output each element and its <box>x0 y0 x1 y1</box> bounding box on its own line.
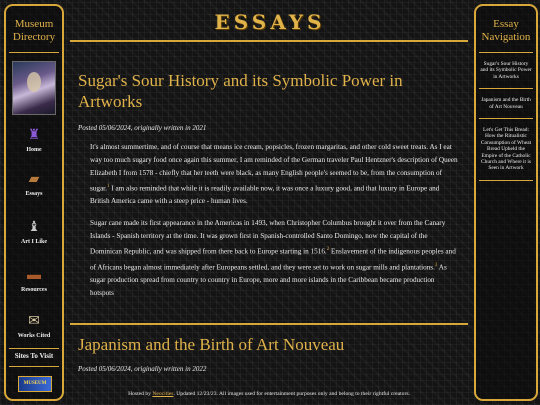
essay-content[interactable] <box>70 50 468 321</box>
nav-works-cited[interactable] <box>6 314 62 339</box>
footnote-link[interactable]: 1 <box>106 184 110 189</box>
paragraph-text: I am also reminded that while it is readily available now, it was once a luxury good, and that luxury in Europe and British America came with a steep price - human lives. <box>90 184 440 206</box>
essay-navigation-panel <box>474 4 538 401</box>
article-paragraph <box>90 217 458 300</box>
essay-navigation-title: Essay Navigation <box>481 18 531 43</box>
book-icon: ▰ <box>28 172 40 187</box>
divider <box>479 88 533 89</box>
museum-directory-title: Museum Directory <box>12 18 56 43</box>
divider <box>479 180 533 181</box>
nav-works-cited-label: Works Cited <box>17 333 51 339</box>
divider <box>479 52 533 53</box>
nav-resources-label: Resources <box>21 287 47 293</box>
paragraph-text: Sugar cane made its first appearance in the Americas in 1493, when Christopher Columbus brought it over from the Canary Islands - Spanish territory at the time. It was grown first in Spanish-controlled Santo Domingo, now the capital of the Dominican Republic, and was shipped from there back to Europe starting in 1516. <box>90 219 446 256</box>
nav-home-label: Home <box>26 147 42 153</box>
essay-link-japanism[interactable]: Japanism and the Birth of Art Nouveau <box>481 97 531 110</box>
footer <box>70 391 468 397</box>
wizard-icon: ♜ <box>27 128 41 143</box>
paragraph-text: It's almost summertime, and of course that means ice cream, popsicles, frozen margaritas, and other cold sweet treats. As I eat way too much sugary food once again this summer, I am reminded of the German traveler Paul Hentzner's description of Queen Elizabeth I from 1578 - chiefly that her teeth were black, as many English people's seemed to be, from the consumption of sugar. <box>90 143 458 193</box>
article-paragraph <box>90 141 458 208</box>
divider <box>9 366 59 367</box>
lamp-icon: ♝ <box>27 220 41 235</box>
nav-resources[interactable] <box>6 268 62 293</box>
footer-text: . Updated 12/23/23. All images used for entertainment purposes only and belong to their rightful creators. <box>173 391 410 397</box>
article-title: Sugar's Sour History and its Symbolic Power in Artworks <box>78 71 403 111</box>
article-divider <box>70 323 468 325</box>
site-badge-link[interactable]: MUSEUM <box>18 376 52 392</box>
article-posted-date: Posted 05/06/2024, originally written in 2021 <box>78 124 207 132</box>
nav-art-i-like[interactable] <box>6 220 62 245</box>
footnote-link[interactable]: 2 <box>326 247 330 253</box>
divider <box>9 52 59 53</box>
nav-home[interactable] <box>6 128 62 153</box>
nav-essays[interactable] <box>6 172 62 197</box>
portrait-image <box>12 61 56 115</box>
museum-directory-panel <box>4 4 64 401</box>
page-title: ESSAYS <box>214 10 326 34</box>
header-divider <box>70 40 468 42</box>
article-posted-date: Posted 05/06/2024, originally written in 2022 <box>78 365 207 373</box>
sites-to-visit-heading: Sites To Visit <box>14 352 54 360</box>
divider <box>479 118 533 119</box>
chest-icon: ▬ <box>27 268 41 283</box>
neocities-link[interactable]: Neocities <box>152 391 174 397</box>
nav-essays-label: Essays <box>25 191 43 197</box>
divider <box>9 348 59 349</box>
nav-art-i-like-label: Art I Like <box>21 239 47 245</box>
scroll-icon: ✉ <box>28 314 40 329</box>
footnote-link[interactable]: 3 <box>434 262 438 268</box>
paragraph-text: Enslavement of the indigenous peoples and of Africans began almost immediately after Europeans settled, and they were set to work on sugar mills and plantations. <box>90 247 456 272</box>
article-title: Japanism and the Birth of Art Nouveau <box>78 335 345 354</box>
paragraph-text: As sugar production spread from country to country in Europe, more and more islands in the Caribbean became production hotspots <box>90 263 447 298</box>
second-article <box>70 326 468 373</box>
footer-text: Hosted by <box>128 391 153 397</box>
essay-link-bread[interactable]: Let's Get This Bread: How the Ritualistic Consumption of Wheat Bread Upheld the Empire of the Catholic Church and Where it is Seen in Artwork <box>480 127 532 172</box>
essay-link-sugar[interactable]: Sugar's Sour History and its Symbolic Power in Artworks <box>480 61 532 80</box>
